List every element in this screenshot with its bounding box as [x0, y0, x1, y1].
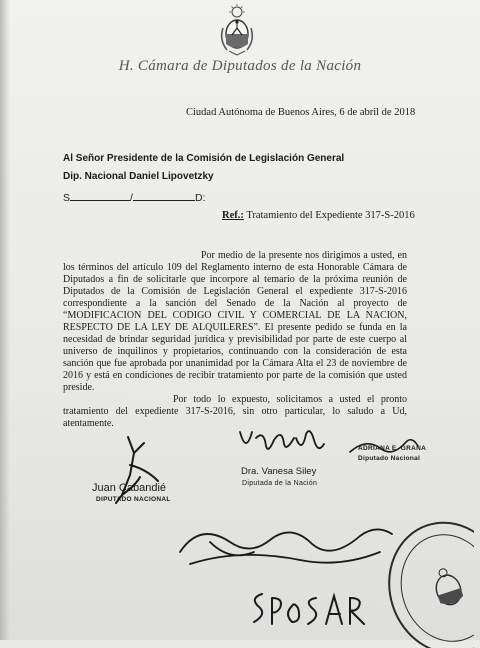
- signature-right-role: Diputado Nacional: [358, 455, 421, 462]
- chamber-letterhead: H. Cámara de Diputados de la Nación: [118, 58, 362, 74]
- d-suffix: D:: [194, 192, 206, 204]
- signature-center-role: Diputada de la Nación: [242, 480, 318, 487]
- s-prefix: S: [63, 192, 71, 204]
- body-paragraph-2: Por todo lo expuesto, solicitamos a usted el pronto tratamiento del expediente 317-S-2016, sin otro particular, lo saludo a Ud, atentamente.: [63, 394, 407, 429]
- signature-left-name: Juan Cabandié: [92, 482, 167, 494]
- argentine-coat-of-arms-icon: [215, 4, 259, 56]
- page-edge-shadow: [0, 0, 10, 640]
- stamp-coat-of-arms-icon: [430, 565, 464, 608]
- lower-signature-scribble: [170, 512, 400, 582]
- recipient-title: Al Señor Presidente de la Comisión de Legislación General: [63, 153, 345, 164]
- reference-label: Ref.:: [222, 210, 244, 221]
- reference-line: [222, 210, 415, 221]
- s-blank-line: [70, 190, 130, 201]
- received-mark-handwriting: [246, 586, 376, 632]
- signature-right-name: ADRIANA E. GRANA: [358, 445, 427, 452]
- d-blank-line: [133, 190, 195, 201]
- signature-cabandie-scribble: [100, 435, 170, 515]
- signature-center-name: Dra. Vanesa Siley: [241, 466, 317, 477]
- reference-text: Tratamiento del Expediente 317-S-2016: [246, 210, 415, 221]
- slash-separator: /: [130, 192, 133, 204]
- sd-line: [63, 190, 205, 204]
- official-stamp: [378, 508, 474, 648]
- place-and-date: Ciudad Autónoma de Buenos Aires, 6 de abril de 2018: [186, 107, 416, 118]
- signature-siley-scribble: [238, 424, 328, 464]
- letter-body: [63, 250, 407, 430]
- recipient-name: Dip. Nacional Daniel Lipovetzky: [63, 171, 214, 182]
- signature-left-role: DIPUTADO NACIONAL: [96, 496, 171, 503]
- body-paragraph-1: Por medio de la presente nos dirigimos a usted, en los términos del artículo 109 del Reglamento interno de esta Honorable Cámara de Diputados a fin de solicitarle que incorpore al temario de la próxima reunión de Diputados de la Comisión de Legislación General el expediente 317-S-2016 correspondiente a la sanción del Senado de la Nación al proyecto de “MODIFICACION DEL CODIGO CIVIL Y COMERCIAL DE LA NACION, RESPECTO DE LA LEY DE ALQUILERES”. El presente pedido se funda en la necesidad de brindar seguridad jurídica y previsibilidad por parte de este cuerpo al universo de inquilinos y propietarios, continuando con la consideración de esta sanción que fue aprobada por unanimidad por la Cámara Alta el 23 de noviembre de 2016 y está en condiciones de recibir tratamiento por parte de la comisión que usted preside.: [63, 250, 407, 393]
